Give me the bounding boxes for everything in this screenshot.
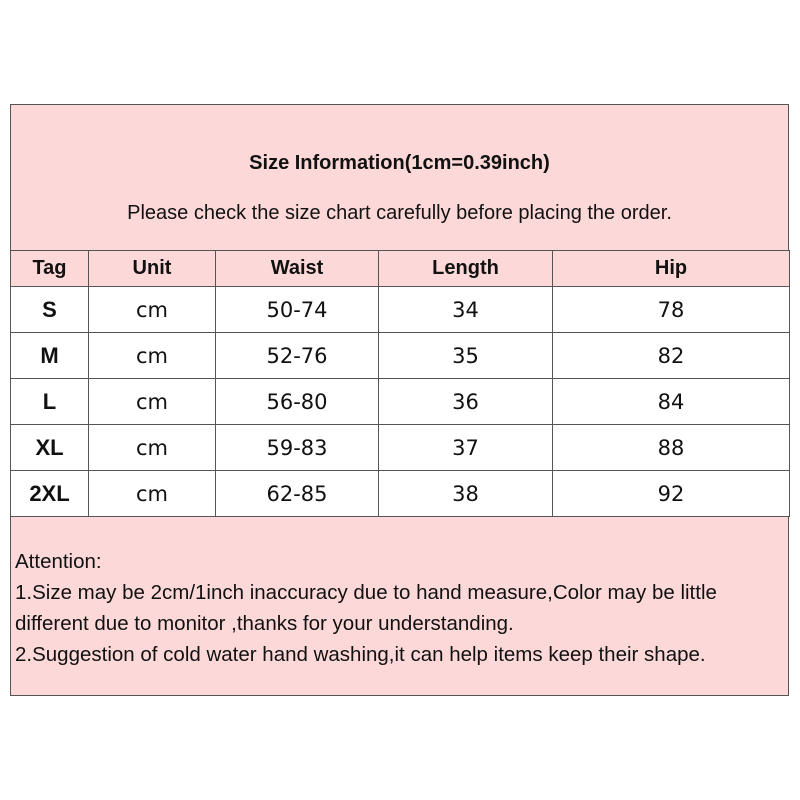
table-row (11, 333, 790, 379)
header-length: Length (379, 251, 553, 287)
cell-tag: M (11, 333, 89, 379)
cell-length: 34 (379, 287, 553, 333)
size-table (10, 250, 790, 517)
cell-waist: 50-74 (216, 287, 379, 333)
chart-title: Size Information(1cm=0.39inch) (249, 152, 550, 174)
cell-length: 37 (379, 425, 553, 471)
attention-notes (15, 546, 785, 670)
header-hip: Hip (553, 251, 790, 287)
table-row (11, 425, 790, 471)
cell-waist: 59-83 (216, 425, 379, 471)
cell-unit: cm (89, 471, 216, 517)
cell-tag: L (11, 379, 89, 425)
cell-hip: 84 (553, 379, 790, 425)
header-waist: Waist (216, 251, 379, 287)
table-header-row (11, 251, 790, 287)
cell-length: 38 (379, 471, 553, 517)
cell-length: 35 (379, 333, 553, 379)
header-unit: Unit (89, 251, 216, 287)
cell-length: 36 (379, 379, 553, 425)
cell-unit: cm (89, 425, 216, 471)
cell-tag: XL (11, 425, 89, 471)
table-row (11, 471, 790, 517)
cell-tag: 2XL (11, 471, 89, 517)
cell-waist: 56-80 (216, 379, 379, 425)
chart-subtitle: Please check the size chart carefully before placing the order. (127, 202, 672, 224)
cell-hip: 78 (553, 287, 790, 333)
cell-tag: S (11, 287, 89, 333)
table-row (11, 379, 790, 425)
cell-hip: 92 (553, 471, 790, 517)
cell-waist: 52-76 (216, 333, 379, 379)
cell-hip: 88 (553, 425, 790, 471)
notes-item-2: 2.Suggestion of cold water hand washing,it can help items keep their shape. (15, 643, 706, 666)
table-row (11, 287, 790, 333)
header-tag: Tag (11, 251, 89, 287)
size-chart (10, 104, 789, 696)
cell-unit: cm (89, 287, 216, 333)
notes-item-1: 1.Size may be 2cm/1inch inaccuracy due to hand measure,Color may be little different due to monitor ,thanks for your understanding. (15, 581, 717, 635)
cell-unit: cm (89, 333, 216, 379)
notes-heading: Attention: (15, 550, 102, 573)
cell-waist: 62-85 (216, 471, 379, 517)
cell-hip: 82 (553, 333, 790, 379)
cell-unit: cm (89, 379, 216, 425)
